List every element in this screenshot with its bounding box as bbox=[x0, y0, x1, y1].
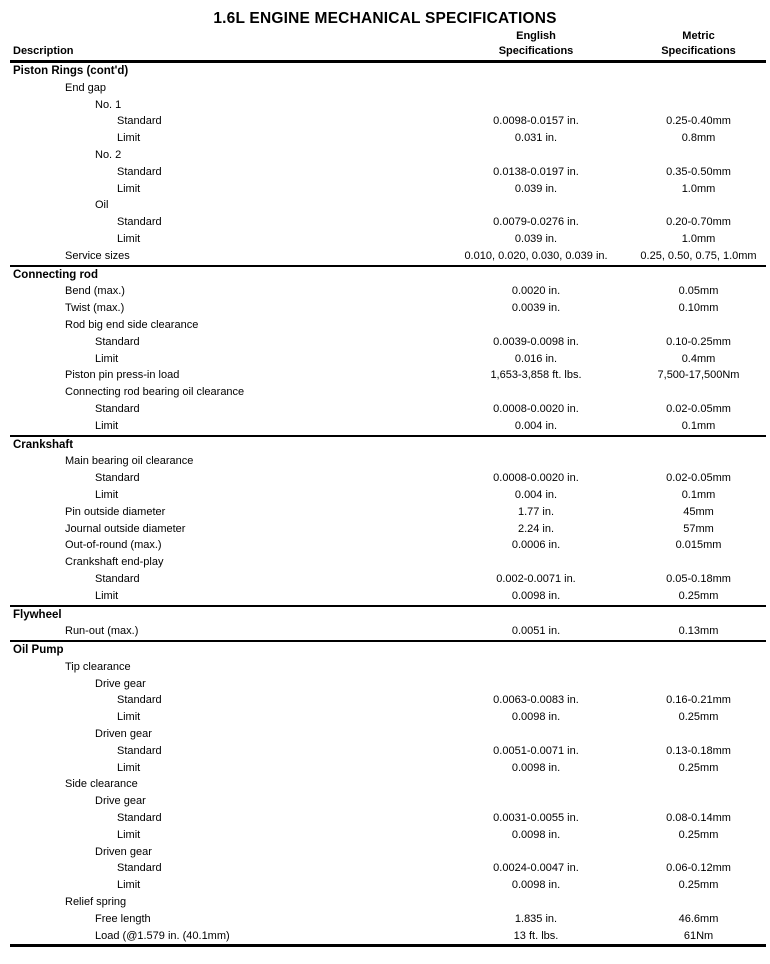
row-label: Limit bbox=[117, 761, 141, 774]
section-title: Flywheel bbox=[13, 608, 62, 621]
row-label: Standard bbox=[95, 402, 140, 415]
table-header bbox=[10, 29, 766, 63]
english-value: 0.0039-0.0098 in. bbox=[493, 335, 579, 348]
metric-value: 1.0mm bbox=[681, 182, 716, 195]
page-title: 1.6L ENGINE MECHANICAL SPECIFICATIONS bbox=[213, 10, 557, 27]
metric-value: 57mm bbox=[683, 522, 714, 535]
row-label: Connecting rod bearing oil clearance bbox=[65, 386, 245, 399]
metric-value: 0.13mm bbox=[678, 625, 719, 638]
row-label: Main bearing oil clearance bbox=[65, 455, 194, 468]
table-row bbox=[10, 537, 766, 554]
english-value: 0.0079-0.0276 in. bbox=[493, 216, 579, 229]
row-label: Out-of-round (max.) bbox=[65, 539, 162, 552]
row-label: Run-out (max.) bbox=[65, 625, 139, 638]
metric-value: 0.06-0.12mm bbox=[666, 862, 731, 875]
english-value: 0.0063-0.0083 in. bbox=[493, 694, 579, 707]
metric-value: 0.4mm bbox=[681, 352, 716, 365]
row-label: No. 1 bbox=[95, 98, 122, 111]
section-title: Crankshaft bbox=[13, 438, 74, 451]
table-body bbox=[10, 63, 766, 947]
row-label: Load (@1.579 in. (40.1mm) bbox=[95, 929, 230, 942]
row-label: Standard bbox=[95, 472, 140, 485]
row-label: Oil bbox=[95, 199, 109, 212]
row-label: Limit bbox=[95, 419, 119, 432]
english-value: 1.835 in. bbox=[514, 912, 558, 925]
table-row bbox=[10, 248, 766, 265]
table-row bbox=[10, 860, 766, 877]
row-label: Standard bbox=[95, 572, 140, 585]
english-value: 0.0051-0.0071 in. bbox=[493, 744, 579, 757]
row-label: Limit bbox=[117, 132, 141, 145]
metric-value: 0.25mm bbox=[678, 879, 719, 892]
table-row bbox=[10, 692, 766, 709]
row-label: Twist (max.) bbox=[65, 302, 125, 315]
row-label: Service sizes bbox=[65, 249, 130, 262]
metric-value: 0.35-0.50mm bbox=[666, 165, 731, 178]
english-value: 2.24 in. bbox=[517, 522, 555, 535]
row-label: Tip clearance bbox=[65, 660, 131, 673]
metric-value: 0.02-0.05mm bbox=[666, 402, 731, 415]
row-label: Journal outside diameter bbox=[65, 522, 186, 535]
table-row bbox=[10, 214, 766, 231]
metric-value: 0.8mm bbox=[681, 132, 716, 145]
row-label: Standard bbox=[117, 216, 162, 229]
table-row bbox=[10, 760, 766, 777]
table-row bbox=[10, 844, 766, 861]
table-row bbox=[10, 113, 766, 130]
row-label: Limit bbox=[117, 828, 141, 841]
row-label: Relief spring bbox=[65, 896, 127, 909]
metric-value: 0.25-0.40mm bbox=[666, 115, 731, 128]
row-label: Drive gear bbox=[95, 795, 146, 808]
row-label: Crankshaft end-play bbox=[65, 556, 164, 569]
metric-value: 0.16-0.21mm bbox=[666, 694, 731, 707]
english-value: 0.0098 in. bbox=[511, 761, 561, 774]
english-value: 0.0008-0.0020 in. bbox=[493, 402, 579, 415]
row-label: Rod big end side clearance bbox=[65, 318, 199, 331]
table-row bbox=[10, 588, 766, 605]
table-row bbox=[10, 894, 766, 911]
english-value: 0.0008-0.0020 in. bbox=[493, 472, 579, 485]
table-row bbox=[10, 367, 766, 384]
english-value: 0.0039 in. bbox=[511, 302, 561, 315]
metric-value: 0.05mm bbox=[678, 285, 719, 298]
english-value: 0.0098-0.0157 in. bbox=[493, 115, 579, 128]
english-value: 0.016 in. bbox=[514, 352, 558, 365]
col-header-english bbox=[441, 29, 631, 58]
metric-value: 7,500-17,500Nm bbox=[657, 369, 740, 382]
metric-value: 0.02-0.05mm bbox=[666, 472, 731, 485]
table-row bbox=[10, 793, 766, 810]
row-label: Standard bbox=[117, 694, 162, 707]
english-value: 13 ft. lbs. bbox=[513, 929, 559, 942]
table-row bbox=[10, 827, 766, 844]
table-row bbox=[10, 317, 766, 334]
metric-value: 46.6mm bbox=[678, 912, 719, 925]
section-header-row bbox=[10, 63, 766, 80]
english-value: 1.77 in. bbox=[517, 505, 555, 518]
table-row bbox=[10, 810, 766, 827]
english-value: 0.039 in. bbox=[514, 232, 558, 245]
table-row bbox=[10, 401, 766, 418]
col-header-english-line2: Specifications bbox=[498, 44, 574, 57]
table-row bbox=[10, 911, 766, 928]
table-row bbox=[10, 676, 766, 693]
row-label: Driven gear bbox=[95, 728, 152, 741]
english-value: 0.0051 in. bbox=[511, 625, 561, 638]
section-header-row bbox=[10, 435, 766, 454]
table-row bbox=[10, 659, 766, 676]
metric-value: 0.08-0.14mm bbox=[666, 812, 731, 825]
english-value: 0.010, 0.020, 0.030, 0.039 in. bbox=[464, 249, 608, 262]
metric-value: 0.10-0.25mm bbox=[666, 335, 731, 348]
table-row bbox=[10, 197, 766, 214]
english-value: 0.0024-0.0047 in. bbox=[493, 862, 579, 875]
english-value: 0.0006 in. bbox=[511, 539, 561, 552]
table-row bbox=[10, 571, 766, 588]
table-row bbox=[10, 80, 766, 97]
english-value: 0.0020 in. bbox=[511, 285, 561, 298]
table-row bbox=[10, 709, 766, 726]
table-row bbox=[10, 130, 766, 147]
english-value: 0.0098 in. bbox=[511, 879, 561, 892]
row-label: Limit bbox=[95, 488, 119, 501]
table-row bbox=[10, 283, 766, 300]
section-title: Connecting rod bbox=[13, 268, 98, 281]
table-row bbox=[10, 147, 766, 164]
english-value: 0.002-0.0071 in. bbox=[496, 572, 576, 585]
row-label: Standard bbox=[117, 862, 162, 875]
table-row bbox=[10, 164, 766, 181]
metric-value: 0.25mm bbox=[678, 711, 719, 724]
row-label: Driven gear bbox=[95, 845, 152, 858]
table-row bbox=[10, 776, 766, 793]
row-label: End gap bbox=[65, 81, 106, 94]
metric-value: 0.05-0.18mm bbox=[666, 572, 731, 585]
row-label: No. 2 bbox=[95, 148, 122, 161]
metric-value: 0.20-0.70mm bbox=[666, 216, 731, 229]
section-header-row bbox=[10, 265, 766, 284]
table-row bbox=[10, 928, 766, 945]
table-row bbox=[10, 877, 766, 894]
row-label: Standard bbox=[117, 115, 162, 128]
metric-value: 0.13-0.18mm bbox=[666, 744, 731, 757]
english-value: 0.039 in. bbox=[514, 182, 558, 195]
english-value: 1,653-3,858 ft. lbs. bbox=[490, 369, 582, 382]
table-row bbox=[10, 97, 766, 114]
english-value: 0.004 in. bbox=[514, 419, 558, 432]
metric-value: 0.25, 0.50, 0.75, 1.0mm bbox=[640, 249, 757, 262]
col-header-metric-line2: Specifications bbox=[661, 44, 736, 57]
col-header-metric-line1: Metric bbox=[682, 30, 715, 42]
table-row bbox=[10, 418, 766, 435]
table-row bbox=[10, 384, 766, 401]
row-label: Limit bbox=[95, 589, 119, 602]
col-header-english-line1: English bbox=[516, 30, 556, 42]
table-row bbox=[10, 521, 766, 538]
table-row bbox=[10, 487, 766, 504]
metric-value: 61Nm bbox=[683, 929, 714, 942]
english-value: 0.0098 in. bbox=[511, 828, 561, 841]
section-header-row bbox=[10, 640, 766, 659]
table-row bbox=[10, 623, 766, 640]
row-label: Limit bbox=[117, 232, 141, 245]
table-row bbox=[10, 231, 766, 248]
section-title: Oil Pump bbox=[13, 644, 64, 657]
row-label: Drive gear bbox=[95, 677, 146, 690]
metric-value: 0.25mm bbox=[678, 828, 719, 841]
col-header-metric bbox=[631, 29, 766, 58]
english-value: 0.0031-0.0055 in. bbox=[493, 812, 579, 825]
table-row bbox=[10, 504, 766, 521]
row-label: Pin outside diameter bbox=[65, 505, 166, 518]
table-row bbox=[10, 470, 766, 487]
row-label: Limit bbox=[117, 879, 141, 892]
table-row bbox=[10, 181, 766, 198]
table-row bbox=[10, 554, 766, 571]
table-row bbox=[10, 334, 766, 351]
row-label: Free length bbox=[95, 912, 151, 925]
table-row bbox=[10, 743, 766, 760]
row-label: Standard bbox=[117, 744, 162, 757]
english-value: 0.0138-0.0197 in. bbox=[493, 165, 579, 178]
english-value: 0.004 in. bbox=[514, 488, 558, 501]
table-row bbox=[10, 726, 766, 743]
row-label: Standard bbox=[95, 335, 140, 348]
row-label: Limit bbox=[117, 711, 141, 724]
col-header-description: Description bbox=[13, 45, 74, 57]
row-label: Limit bbox=[117, 182, 141, 195]
section-title: Piston Rings (cont'd) bbox=[13, 65, 129, 77]
table-row bbox=[10, 453, 766, 470]
metric-value: 0.10mm bbox=[678, 302, 719, 315]
metric-value: 1.0mm bbox=[681, 232, 716, 245]
spec-table bbox=[10, 29, 766, 947]
section-header-row bbox=[10, 605, 766, 624]
metric-value: 0.015mm bbox=[675, 539, 722, 552]
metric-value: 0.1mm bbox=[681, 419, 716, 432]
row-label: Standard bbox=[117, 165, 162, 178]
metric-value: 0.25mm bbox=[678, 761, 719, 774]
metric-value: 45mm bbox=[683, 505, 714, 518]
table-row bbox=[10, 300, 766, 317]
english-value: 0.0098 in. bbox=[511, 711, 561, 724]
metric-value: 0.25mm bbox=[678, 589, 719, 602]
row-label: Bend (max.) bbox=[65, 285, 125, 298]
row-label: Side clearance bbox=[65, 778, 138, 791]
row-label: Limit bbox=[95, 352, 119, 365]
row-label: Piston pin press-in load bbox=[65, 369, 180, 382]
metric-value: 0.1mm bbox=[681, 488, 716, 501]
english-value: 0.031 in. bbox=[514, 132, 558, 145]
table-row bbox=[10, 351, 766, 368]
english-value: 0.0098 in. bbox=[511, 589, 561, 602]
row-label: Standard bbox=[117, 812, 162, 825]
